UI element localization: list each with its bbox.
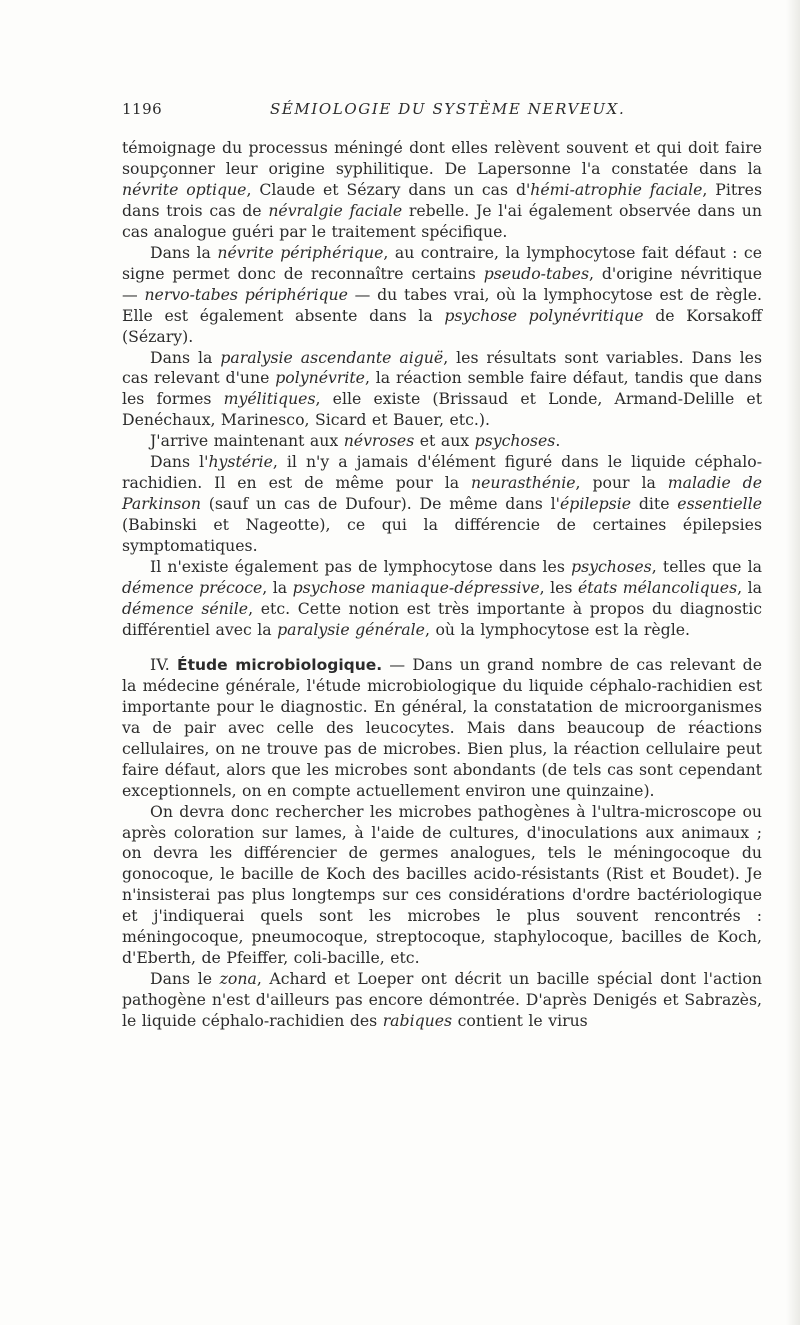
italic-term: états mélancoliques [577, 578, 738, 598]
italic-term: psychose polynévritique [444, 305, 644, 325]
text-span: , telles que la [651, 557, 762, 577]
paragraph-3 [122, 348, 762, 432]
text-span: , au contraire, la lymphocytose fait défaut : ce signe permet donc de reconnaître certains [122, 242, 762, 283]
italic-term: zona [219, 969, 257, 989]
text-span: contient le virus [452, 1011, 588, 1031]
italic-term: nervo-tabes périphérique [144, 284, 348, 304]
italic-term: essentielle [677, 494, 762, 514]
text-span: — du tabes vrai, où la lymphocytose est de règle. Elle est également absente dans la [122, 284, 762, 325]
text-span: , la réaction semble faire défaut, tandis que dans les formes [122, 368, 762, 409]
text-span: (sauf un cas de Dufour). De même dans l' [200, 494, 560, 514]
text-span: , les [539, 578, 578, 598]
text-span: , la [262, 578, 293, 598]
text-span: , etc. Cette notion est très importante à propos du diagnostic différentiel avec la [122, 598, 762, 639]
text-span: Dans le [150, 969, 220, 989]
paragraph-5 [122, 452, 762, 557]
text-span: dite [631, 494, 678, 514]
text-span: Dans l' [150, 452, 209, 472]
text-span: , Achard et Loeper ont décrit un bacille spécial dont l'action pathogène n'est d'ailleurs pas encore démontrée. D'après Denigés et Sabrazès, le liquide céphalo-rachidien des [122, 969, 762, 1031]
paragraph-4 [122, 431, 762, 452]
text-span: J'arrive maintenant aux [150, 431, 344, 451]
italic-term: hémi-atrophie faciale [530, 179, 703, 199]
text-span: Il n'existe également pas de lymphocytose dans les [150, 557, 572, 577]
text-span: , pour la [575, 473, 668, 493]
text-span: Dans la [150, 347, 221, 367]
italic-term: psychoses [474, 431, 556, 451]
italic-term: épilepsie [560, 494, 632, 514]
section-number: IV. [150, 654, 177, 674]
page-edge-shadow [786, 0, 800, 1325]
italic-term: démence sénile [122, 598, 249, 618]
running-title: SÉMIOLOGIE DU SYSTÈME NERVEUX. [270, 100, 626, 118]
italic-term: rabiques [382, 1011, 453, 1031]
text-span: de Korsakoff (Sézary). [122, 305, 762, 346]
italic-term: hystérie [208, 452, 273, 472]
text-span: , d'origine névritique — [122, 263, 762, 304]
text-span: On devra donc rechercher les microbes pathogènes à l'ultra-microscope ou après coloration sur lames, à l'aide de cultures, d'inoculations aux animaux ; on devra les différencier de germes analogues, tels le méningocoque du gonocoque, le bacille de Koch des bacilles acido-résistants (Rist et Boudet). Je n'insisterai pas plus longtemps sur ces considérations d'ordre bactériologique et j'indiquerai quels sont les microbes le plus souvent rencontrés : méningocoque, pneumocoque, streptocoque, staphylocoque, bacilles de Koch, d'Eberth, de Pfeiffer, coli-bacille, etc. [122, 801, 762, 968]
text-span: , où la lymphocytose est la règle. [424, 619, 690, 639]
paragraph-1 [122, 138, 762, 243]
paragraph-2 [122, 243, 762, 348]
italic-term: névralgie faciale [268, 200, 403, 220]
italic-term: polynévrite [275, 368, 365, 388]
italic-term: psychose maniaque-dépressive [292, 578, 540, 598]
text-span: , Pitres dans trois cas de [122, 179, 762, 220]
text-span: , la [737, 578, 762, 598]
text-span: (Babinski et Nageotte), ce qui la différencie de certaines épilepsies symptomatiques. [122, 515, 762, 556]
italic-term: névrite optique [122, 179, 247, 199]
italic-term: maladie de Parkinson [122, 473, 763, 514]
text-span: , Claude et Sézary dans un cas d' [246, 179, 531, 199]
text-span: rebelle. Je l'ai également observée dans un cas analogue guéri par le traitement spécifique. [122, 200, 762, 241]
italic-term: myélitiques [223, 389, 316, 409]
italic-term: paralysie générale [277, 619, 425, 639]
italic-term: névrite périphérique [217, 242, 384, 262]
paragraph-8 [122, 802, 762, 970]
text-span: et aux [414, 431, 475, 451]
italic-term: démence précoce [122, 578, 263, 598]
running-head [122, 100, 762, 124]
text-span: , les résultats sont variables. Dans les cas relevant d'une [122, 347, 762, 388]
text-span: . [555, 431, 561, 451]
paragraph-7-section-iv [122, 655, 762, 802]
section-heading: Étude microbiologique. [177, 655, 383, 674]
text-span: , elle existe (Brissaud et Londe, Armand-Delille et Denéchaux, Marinesco, Sicard et Bauer, etc.). [122, 389, 762, 430]
text-span: Dans la [150, 242, 218, 262]
italic-term: neurasthénie [471, 473, 576, 493]
italic-term: psychoses [571, 557, 652, 577]
paragraph-6 [122, 557, 762, 641]
paragraph-9 [122, 969, 762, 1032]
italic-term: névroses [343, 431, 415, 451]
text-span: , il n'y a jamais d'élément figuré dans le liquide céphalo-rachidien. Il en est de même pour la [122, 452, 762, 493]
page-number: 1196 [122, 100, 163, 118]
text-span: témoignage du processus méningé dont elles relèvent souvent et qui doit faire soupçonner leur origine syphilitique. De Lapersonne l'a constatée dans la [122, 138, 762, 178]
italic-term: pseudo-tabes [483, 263, 590, 283]
italic-term: paralysie ascendante aiguë [220, 347, 444, 367]
text-span: — Dans un grand nombre de cas relevant de la médecine générale, l'étude microbiologique du liquide céphalo-rachidien est importante pour le diagnostic. En général, la constatation de microorganismes va de pair avec celle des leucocytes. Mais dans beaucoup de réactions cellulaires, on ne trouve pas de microbes. Bien plus, la réaction cellulaire peut faire défaut, alors que les microbes sont abondants (de tels cas sont cependant exceptionnels, on en compte actuellement environ une quinzaine). [122, 654, 762, 800]
body-text [122, 138, 762, 1032]
